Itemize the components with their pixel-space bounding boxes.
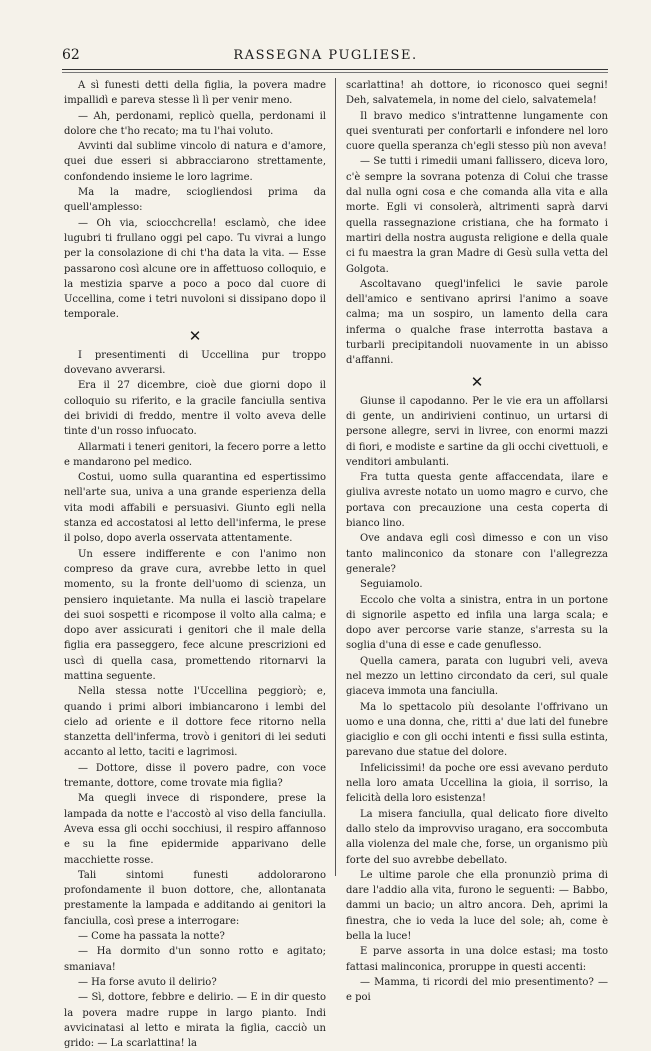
paragraph: — Sì, dottore, febbre e delirio. — E in dir questo la povera madre ruppe in largo pianto. Indi avvicinatasi al letto e mirata la figlia, cacciò un grido: — La scarlattina! la <box>64 992 326 1050</box>
paragraph: A sì funesti detti della figlia, la povera madre impallidì e pareva stesse lì lì per venir meno. <box>64 80 326 107</box>
paragraph: Il bravo medico s'intrattenne lungamente con quei sventurati per confortarli e infondere nel loro cuore quella speranza ch'egli stesso più non aveva! <box>346 110 608 153</box>
paragraph: Quella camera, parata con lugubri veli, aveva nel mezzo un lettino circondato da ceri, sul quale giaceva immota una fanciulla. <box>346 655 608 698</box>
left-column <box>64 78 326 1051</box>
paragraph: Nella stessa notte l'Uccellina peggiorò; e, quando i primi albori imbiancarono i lembi del cielo ad oriente e il dottore fece ritorno nella stanzetta dell'inferma, trovò i genitori di lei seduti accanto al letto, taciti e lagrimosi. <box>64 686 326 759</box>
paragraph: — Ha dormito d'un sonno rotto e agitato; smaniava! <box>64 946 326 973</box>
paragraph: Le ultime parole che ella pronunziò prima di dare l'addio alla vita, furono le seguenti: — Babbo, dammi un bacio; un altro ancora. Deh, aprimi la finestra, che io veda la luce del sole; ah, come è bella la luce! <box>346 869 608 943</box>
section-separator: ✕ <box>188 326 202 345</box>
paragraph: Eccolo che volta a sinistra, entra in un portone di signorile aspetto ed infila una larga scala; e dopo aver percorse varie stanze, s'arresta su la soglia d'una di esse e cade genuflesso. <box>346 594 608 652</box>
paragraph: Infelicissimi! da poche ore essi avevano perduto nella loro amata Uccellina la gioia, il sorriso, la felicità della loro esistenza! <box>346 762 608 805</box>
paragraph: — Mamma, ti ricordi del mio presentimento? — e poi <box>346 976 608 1004</box>
paragraph: — Ah, perdonami, replicò quella, perdonami il dolore che t'ho recato; ma tu l'hai voluto. <box>64 110 326 137</box>
paragraph: Fra tutta questa gente affaccendata, ilare e giuliva avreste notato un uomo magro e curvo, che portava con precauzione una cesta coperta di bianco lino. <box>346 472 608 530</box>
paragraph: La misera fanciulla, qual delicato fiore divelto dallo stelo da improvviso uragano, era soccombuta alla violenza del male che, forse, un organismo più forte del suo avrebbe debellato. <box>346 808 608 866</box>
paragraph: E parve assorta in una dolce estasi; ma tosto fattasi malinconica, proruppe in questi accenti: <box>346 946 608 973</box>
running-title: RASSEGNA PUGLIESE. <box>233 48 418 63</box>
paragraph: Avvinti dal sublime vincolo di natura e d'amore, quei due esseri si abbracciarono strettamente, confondendo insieme le loro lagrime. <box>64 141 326 183</box>
paragraph: Costui, uomo sulla quarantina ed espertissimo nell'arte sua, univa a una grande esperienza della vita modi affabili e persuasivi. Giunto egli nella stanza ed accostatosi al letto dell'inferma, le prese il polso, dopo averla osservata attentamente. <box>64 472 326 545</box>
paragraph: Ove andava egli così dimesso e con un viso tanto malinconico da stonare con l'allegrezza generale? <box>346 533 608 575</box>
paragraph: — Oh via, sciocchcrella! esclamò, che idee lugubri ti frullano oggi pel capo. Tu vivrai a lungo per la consolazione di chi t'ha data la vita. — Esse passarono così alcune ore in affettuoso colloquio, e la mestizia sparve a poco a poco dal cuore di Uccellina, come i tetri nuvoloni si dissipano dopo il temporale. <box>64 217 326 321</box>
right-column <box>346 78 608 1006</box>
header-rule <box>62 69 608 70</box>
paragraph: — Se tutti i rimedii umani fallissero, diceva loro, c'è sempre la sovrana potenza di Colui che trasse dal nulla ogni cosa e che comanda alla vita e alla morte. Egli vi consolerà, altrimenti saprà darvi quella rassegnazione cristiana, che ha formato i martiri della nostra augusta religione e della quale ci fu maestra la gran Madre di Gesù sulla vetta del Golgota. <box>346 156 608 275</box>
section-separator: ✕ <box>470 372 484 391</box>
paragraph: — Come ha passata la notte? <box>78 931 225 943</box>
paragraph: Allarmati i teneri genitori, la fecero porre a letto e mandarono pel medico. <box>64 441 326 468</box>
paragraph: Un essere indifferente e con l'animo non compreso da grave cura, avrebbe letto in quel momento, su la fronte dell'uomo di scienza, un pensiero inquietante. Ma nulla ei lasciò trapelare dei suoi sospetti e ricompose il volto alla calma; e dopo aver assicurati i genitori che il male della figlia era passeggero, fece alcune prescrizioni ed uscì di quella casa, promettendo ritornarvi la mattina seguente. <box>64 548 326 682</box>
paragraph: I presentimenti di Uccellina pur troppo dovevano avverarsi. <box>64 349 326 377</box>
header-rule-thin <box>62 72 608 73</box>
paragraph: Giunse il capodanno. Per le vie era un affollarsi di gente, un andirivieni continuo, un urtarsi di persone allegre, servi in livree, con enormi mazzi di fiori, e modiste e sartine da gli occhi civettuoli, e venditori ambulanti. <box>346 395 608 468</box>
paragraph: Ma quegli invece di rispondere, prese la lampada da notte e l'accostò al viso della fanciulla. Aveva essa gli occhi socchiusi, il respiro affannoso e su la fine epidermide apparivano delle macchiette rosse. <box>64 793 326 866</box>
paragraph: Ma lo spettacolo più desolante l'offrivano un uomo e una donna, che, ritti a' due lati del funebre giaciglio e con gli occhi intenti e fissi sulla estinta, parevano due statue del dolore. <box>346 701 608 759</box>
page-number: 62 <box>62 47 80 63</box>
paragraph: Seguiamolo. <box>360 579 423 591</box>
paragraph: — Dottore, disse il povero padre, con voce tremante, dottore, come trovate mia figlia? <box>64 762 326 790</box>
paragraph: Ascoltavano quegl'infelici le savie parole dell'amico e sentivano aprirsi l'animo a soave calma; ma un sospiro, un lamento della cara inferma o qualche frase interrotta bastava a turbarli precipitandoli nuovamente in un abisso d'affanni. <box>346 278 608 367</box>
column-divider <box>335 78 336 876</box>
paragraph: — Ha forse avuto il delirio? <box>78 976 217 988</box>
paragraph: Ma la madre, sciogliendosi prima da quell'amplesso: <box>64 187 326 214</box>
paragraph: Tali sintomi funesti addolorarono profondamente il buon dottore, che, allontanata prestamente la lampada e additando ai genitori la fanciulla, così prese a interrogare: <box>64 869 326 927</box>
paragraph: scarlattina! ah dottore, io riconosco quei segni! Deh, salvatemela, in nome del cielo, salvatemela! <box>346 80 608 107</box>
paragraph: Era il 27 dicembre, cioè due giorni dopo il colloquio su riferito, e la gracile fanciulla sentiva dei brividi di freddo, mentre il volto aveva delle tinte d'un rosso infuocato. <box>64 380 326 438</box>
